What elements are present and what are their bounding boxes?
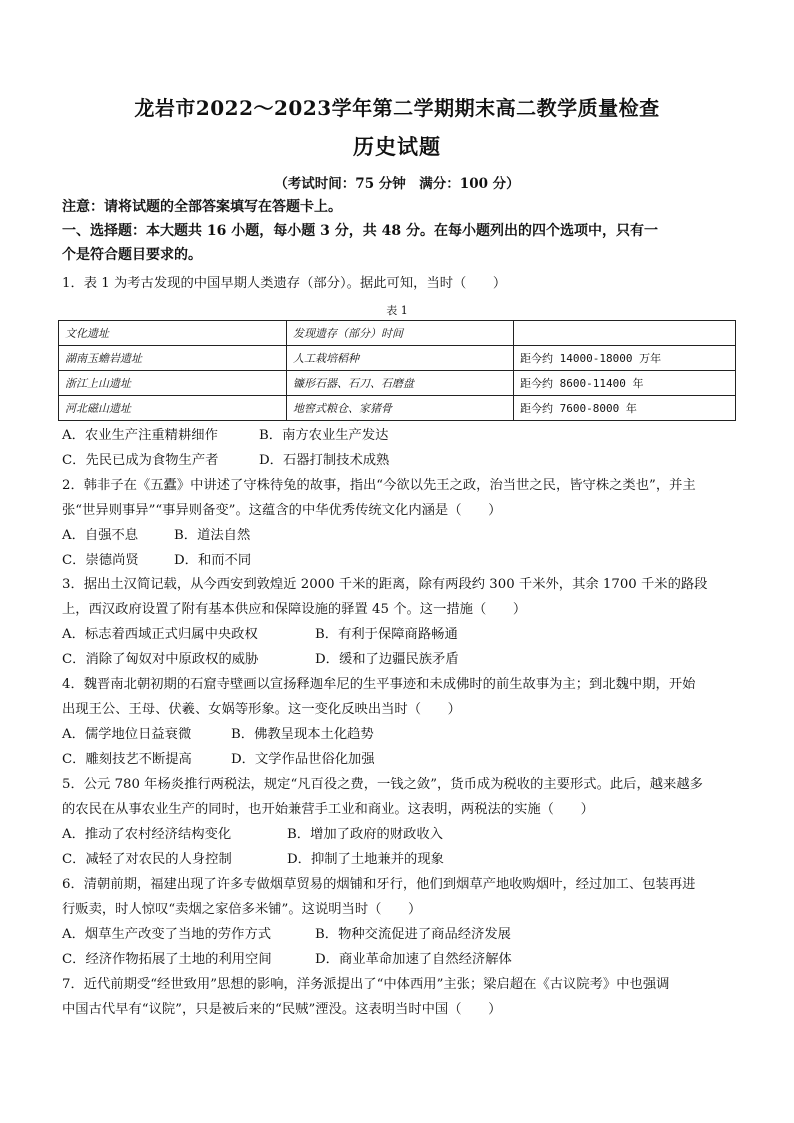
q1-options-row1 (62, 427, 389, 445)
option-b: B．增加了政府的财政收入 (287, 827, 444, 842)
exam-info: （考试时间：75 分钟 满分：100 分） (274, 176, 520, 192)
q5-stem-line1: 5．公元 780 年杨炎推行两税法，规定“凡百役之费，一钱之敛”，货币成为税收的主要形式。此后，越来越多 (62, 777, 703, 792)
q3-stem-line1: 3．据出土汉简记载，从今西安到敦煌近 2000 千米的距离，除有两段约 300 千米外，其余 1700 千米的路段 (62, 577, 708, 592)
option-c: C．减轻了对农民的人身控制 (62, 852, 232, 867)
table-cell: 发现遗存（部分）时间 (287, 321, 514, 346)
section1-line2: 个是符合题目要求的。 (62, 247, 202, 263)
q1-options-row2 (62, 452, 390, 470)
q4-stem-line1: 4．魏晋南北朝初期的石窟寺壁画以宣扬释迦牟尼的生平事迹和未成佛时的前生故事为主；到北魏中期，开始 (62, 677, 696, 692)
option-a: A．儒学地位日益衰微 (62, 727, 192, 742)
notice: 注意：请将试题的全部答案填写在答题卡上。 (62, 199, 342, 215)
table1 (58, 320, 736, 421)
option-c: C．消除了匈奴对中原政权的威胁 (62, 652, 259, 667)
q5-options-row2 (62, 851, 444, 869)
table-cell: 湖南玉蟾岩遗址 (59, 346, 287, 371)
option-a: A．农业生产注重精耕细作 (62, 428, 218, 443)
table-cell: 镰形石器、石刀、石磨盘 (287, 371, 514, 396)
option-b: B．物种交流促进了商品经济发展 (315, 927, 511, 942)
table-row (59, 371, 736, 396)
q2-options-row1 (62, 527, 251, 545)
q6-stem-line2: 行贩卖，时人惊叹“卖烟之家倍多米铺”。这说明当时（ ） (62, 902, 422, 917)
q3-stem-line2: 上，西汉政府设置了附有基本供应和保障设施的驿置 45 个。这一措施（ ） (62, 602, 527, 617)
q6-options-row2 (62, 951, 512, 969)
option-a: A．标志着西域正式归属中央政权 (62, 627, 258, 642)
option-b: B．佛教呈现本土化趋势 (231, 727, 374, 742)
table-cell (514, 321, 736, 346)
table-cell: 浙江上山遗址 (59, 371, 287, 396)
option-d: D．和而不同 (174, 553, 252, 568)
option-c: C．雕刻技艺不断提高 (62, 752, 192, 767)
q4-stem-line2: 出现王公、王母、伏羲、女娲等形象。这一变化反映出当时（ ） (62, 702, 461, 717)
q5-options-row1 (62, 826, 444, 844)
table-row (59, 321, 736, 346)
option-d: D．抑制了土地兼并的现象 (287, 852, 444, 867)
table-row (59, 346, 736, 371)
q2-options-row2 (62, 552, 252, 570)
option-b: B．南方农业生产发达 (259, 428, 389, 443)
subject-title: 历史试题 (353, 134, 441, 159)
option-c: C．先民已成为食物生产者 (62, 453, 219, 468)
option-d: D．文学作品世俗化加强 (231, 752, 375, 767)
q4-options-row1 (62, 726, 374, 744)
option-b: B．道法自然 (174, 528, 251, 543)
q7-stem-line1: 7．近代前期受“经世致用”思想的影响，洋务派提出了“中体西用”主张；梁启超在《古议院考》中也强调 (62, 977, 670, 992)
q5-stem-line2: 的农民在从事农业生产的同时，也开始兼营手工业和商业。这表明，两税法的实施（ ） (62, 802, 594, 817)
q4-options-row2 (62, 751, 375, 769)
q2-stem-line1: 2．韩非子在《五蠹》中讲述了守株待兔的故事，指出“今欲以先王之政，治当世之民，皆守株之类也”，并主 (62, 478, 696, 493)
table-cell: 距今约 7600-8000 年 (514, 396, 736, 421)
q3-options-row1 (62, 626, 458, 644)
q3-options-row2 (62, 651, 459, 669)
q7-stem-line2: 中国古代早有“议院”，只是被后来的“民贼”湮没。这表明当时中国（ ） (62, 1002, 502, 1017)
option-a: A．烟草生产改变了当地的劳作方式 (62, 927, 272, 942)
option-b: B．有利于保障商路畅通 (315, 627, 458, 642)
q6-options-row1 (62, 926, 511, 944)
table-cell: 文化遗址 (59, 321, 287, 346)
table1-caption: 表 1 (386, 304, 408, 317)
option-a: A．推动了农村经济结构变化 (62, 827, 232, 842)
option-c: C．经济作物拓展了土地的利用空间 (62, 952, 272, 967)
option-c: C．崇德尚贤 (62, 553, 139, 568)
q2-stem-line2: 张“世异则事异”“事异则备变”。这蕴含的中华优秀传统文化内涵是（ ） (62, 503, 502, 518)
table-cell: 距今约 8600-11400 年 (514, 371, 736, 396)
option-d: D．石器打制技术成熟 (259, 453, 390, 468)
option-d: D．商业革命加速了自然经济解体 (315, 952, 512, 967)
table-cell: 河北磁山遗址 (59, 396, 287, 421)
option-a: A．自强不息 (62, 528, 139, 543)
exam-title: 龙岩市2022～2023学年第二学期期末高二教学质量检查 (134, 96, 660, 120)
section1-line1: 一、选择题：本大题共 16 小题，每小题 3 分，共 48 分。在每小题列出的四个选项中，只有一 (62, 223, 658, 239)
q6-stem-line1: 6．清朝前期，福建出现了许多专做烟草贸易的烟铺和牙行，他们到烟草产地收购烟叶，经过加工、包装再进 (62, 877, 696, 892)
table-cell: 距今约 14000-18000 万年 (514, 346, 736, 371)
table-cell: 人工栽培稻种 (287, 346, 514, 371)
option-d: D．缓和了边疆民族矛盾 (315, 652, 459, 667)
table-cell: 地窖式粮仓、家猪骨 (287, 396, 514, 421)
q1-stem: 1．表 1 为考古发现的中国早期人类遗存（部分）。据此可知，当时（ ） (62, 276, 507, 291)
table-row (59, 396, 736, 421)
